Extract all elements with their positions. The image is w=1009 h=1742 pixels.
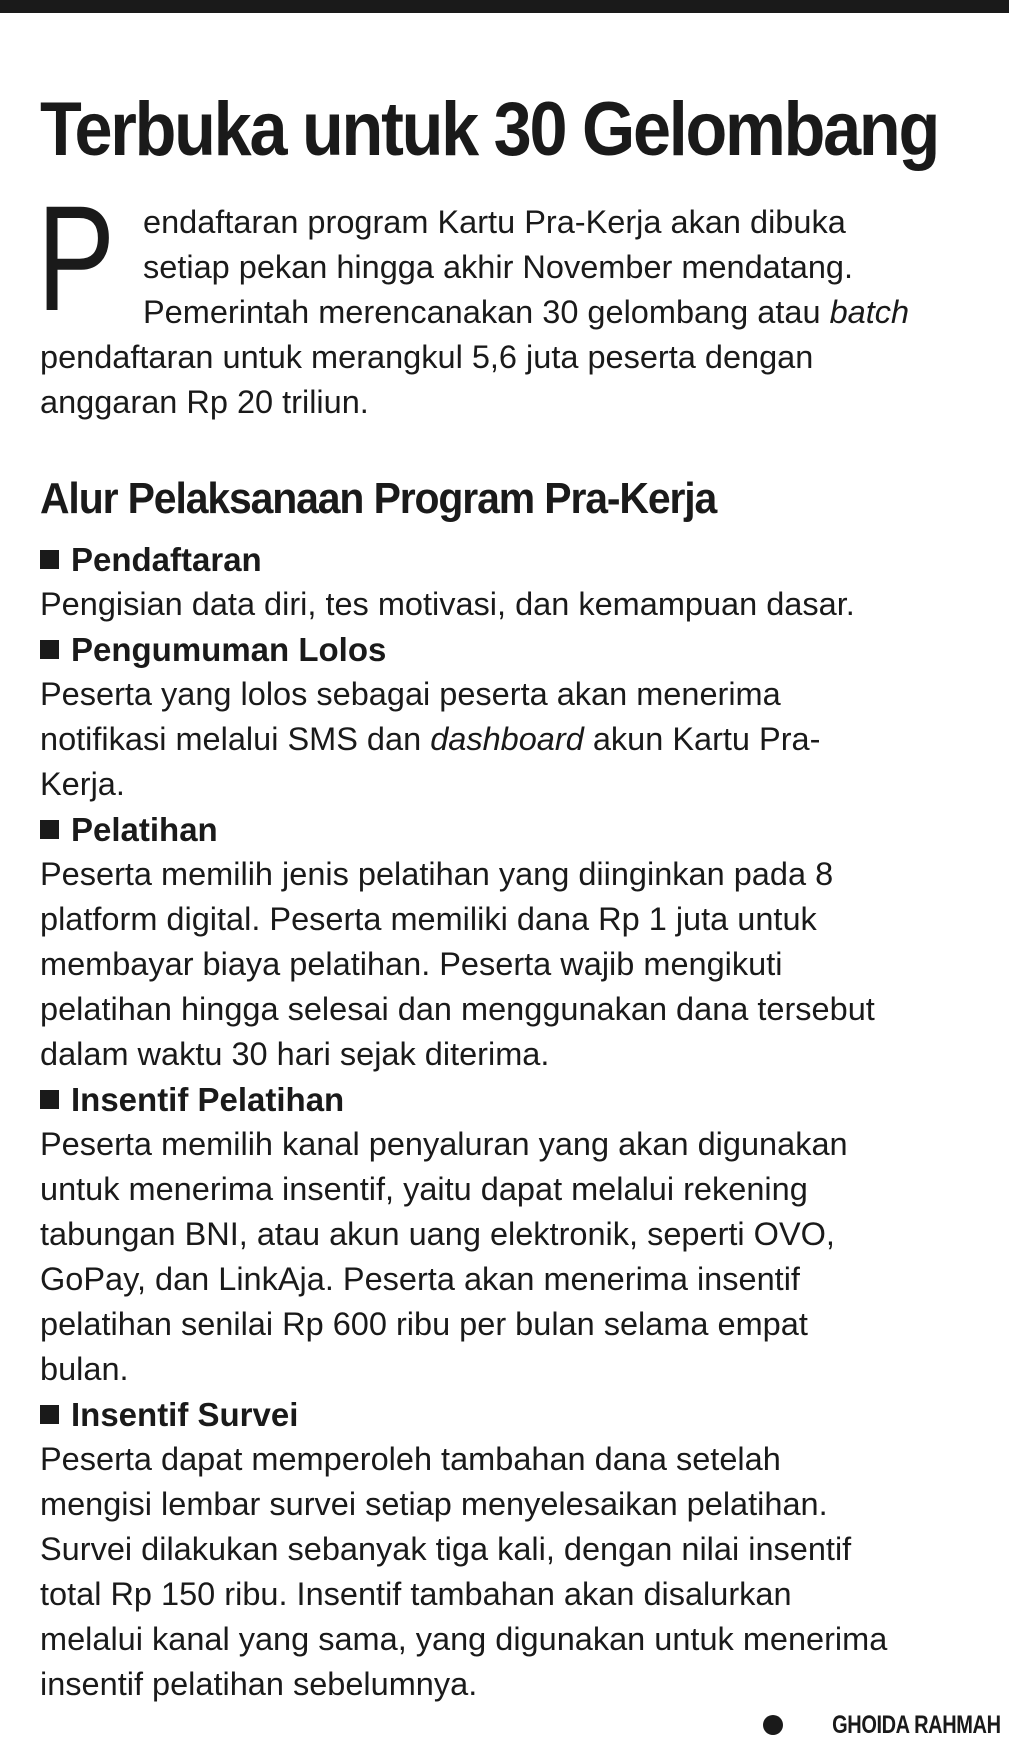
step-description-line: Peserta memilih kanal penyaluran yang akan digunakan — [40, 1126, 848, 1162]
step-description — [40, 672, 1002, 807]
step-title: Insentif Pelatihan — [71, 1081, 345, 1118]
step-description-line: GoPay, dan LinkAja. Peserta akan menerima insentif — [40, 1261, 800, 1297]
step-description-line: bulan. — [40, 1351, 129, 1387]
lede-line — [40, 335, 1002, 380]
step-description-line: Pengisian data diri, tes motivasi, dan kemampuan dasar. — [40, 586, 855, 622]
step-heading — [40, 1077, 1002, 1122]
step-item — [40, 627, 1002, 807]
step-heading — [40, 1392, 1002, 1437]
step-item — [40, 1077, 1002, 1392]
step-title: Pendaftaran — [71, 541, 262, 578]
step-description-line: Survei dilakukan sebanyak tiga kali, dengan nilai insentif — [40, 1531, 852, 1567]
step-description — [40, 1122, 1002, 1392]
step-description-line: Kerja. — [40, 766, 125, 802]
lede-line — [40, 380, 1002, 425]
step-description-line: Peserta memilih jenis pelatihan yang diinginkan pada 8 — [40, 856, 834, 892]
step-heading — [40, 627, 1002, 672]
step-item — [40, 537, 1002, 627]
step-heading — [40, 807, 1002, 852]
lede-line-text: setiap pekan hingga akhir November mendatang. — [143, 249, 854, 285]
step-description — [40, 1437, 1002, 1707]
lede-italic-term: batch — [829, 294, 910, 330]
step-title: Pelatihan — [71, 811, 218, 848]
square-bullet-icon — [40, 640, 59, 659]
step-description-line: melalui kanal yang sama, yang digunakan untuk menerima — [40, 1621, 888, 1657]
text-segment: akun Kartu Pra- — [583, 721, 821, 757]
lede-line — [40, 245, 1002, 290]
step-description-line — [40, 717, 1002, 762]
article — [37, 84, 1002, 1707]
drop-cap: P — [37, 174, 116, 342]
lede-line-text: endaftaran program Kartu Pra-Kerja akan dibuka — [143, 204, 846, 240]
byline — [763, 1708, 1001, 1742]
step-description-line: platform digital. Peserta memiliki dana Rp 1 juta untuk — [40, 901, 817, 937]
byline-dot-icon — [763, 1715, 783, 1735]
lede-line-text: anggaran Rp 20 triliun. — [40, 384, 369, 420]
step-description-line: total Rp 150 ribu. Insentif tambahan akan disalurkan — [40, 1576, 792, 1612]
step-description-line: dalam waktu 30 hari sejak diterima. — [40, 1036, 550, 1072]
step-description-line: pelatihan senilai Rp 600 ribu per bulan selama empat — [40, 1306, 808, 1342]
top-rule — [0, 0, 1009, 13]
lede-line-text: Pemerintah merencanakan 30 gelombang atau — [143, 294, 830, 330]
square-bullet-icon — [40, 1090, 59, 1109]
step-description-line: pelatihan hingga selesai dan menggunakan dana tersebut — [40, 991, 875, 1027]
step-title: Pengumuman Lolos — [71, 631, 387, 668]
lede-line-text: pendaftaran untuk merangkul 5,6 juta peserta dengan — [40, 339, 814, 375]
byline-author: GHOIDA RAHMAH — [832, 1711, 1001, 1739]
step-description-line: untuk menerima insentif, yaitu dapat melalui rekening — [40, 1171, 808, 1207]
step-title: Insentif Survei — [71, 1396, 299, 1433]
step-description-line: mengisi lembar survei setiap menyelesaikan pelatihan. — [40, 1486, 828, 1522]
step-description-line: Peserta yang lolos sebagai peserta akan menerima — [40, 676, 781, 712]
step-description — [40, 852, 1002, 1077]
italic-term: dashboard — [430, 721, 584, 757]
headline: Terbuka untuk 30 Gelombang — [40, 87, 939, 172]
steps-list — [40, 537, 1002, 1707]
step-item — [40, 1392, 1002, 1707]
step-description-line: Peserta dapat memperoleh tambahan dana setelah — [40, 1441, 781, 1477]
step-description — [40, 582, 1002, 627]
lede-lines — [40, 200, 1002, 425]
step-item — [40, 807, 1002, 1077]
square-bullet-icon — [40, 550, 59, 569]
step-description-line: tabungan BNI, atau akun uang elektronik, seperti OVO, — [40, 1216, 835, 1252]
text-segment: notifikasi melalui SMS dan — [40, 721, 431, 757]
lede-paragraph — [37, 174, 1002, 425]
lede-line — [40, 290, 1002, 335]
section-title: Alur Pelaksanaan Program Pra-Kerja — [40, 474, 717, 523]
square-bullet-icon — [40, 820, 59, 839]
lede-line — [40, 200, 1002, 245]
square-bullet-icon — [40, 1405, 59, 1424]
step-description-line: membayar biaya pelatihan. Peserta wajib mengikuti — [40, 946, 783, 982]
step-description-line: insentif pelatihan sebelumnya. — [40, 1666, 478, 1702]
step-heading — [40, 537, 1002, 582]
